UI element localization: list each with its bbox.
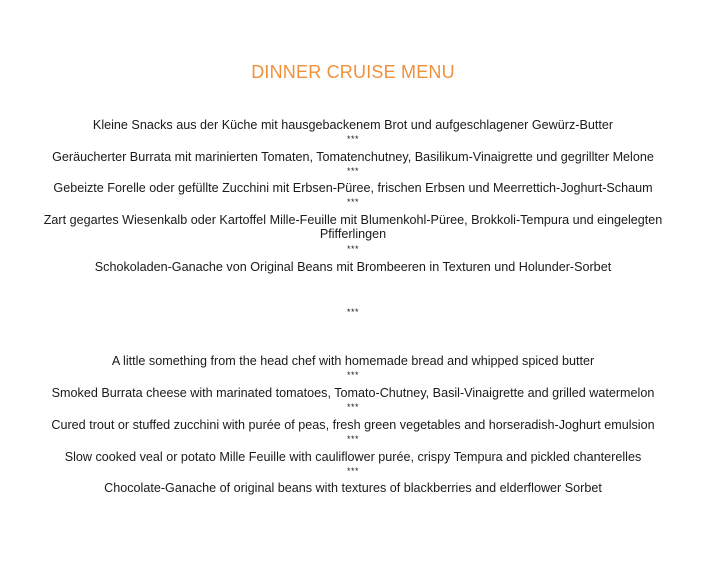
german-course-2: Geräucherter Burrata mit marinierten Tomaten, Tomatenchutney, Basilikum-Vinaigrette und gegrillter Melone [52,150,654,164]
course-separator: *** [346,402,359,412]
english-course-5: Chocolate-Ganache of original beans with textures of blackberries and elderflower Sorbet [104,481,602,495]
german-course-1: Kleine Snacks aus der Küche mit hausgebackenem Brot und aufgeschlagener Gewürz-Butter [92,118,614,132]
course-separator: *** [346,370,359,380]
course-separator: *** [346,244,359,254]
course-separator: *** [346,466,359,476]
german-course-4: Zart gegartes Wiesenkalb oder Kartoffel Mille-Feuille mit Blumenkohl-Püree, Brokkoli-Tempura und eingelegten Pfifferlingen [43,213,663,241]
course-separator: *** [346,434,359,444]
english-course-1: A little something from the head chef with homemade bread and whipped spiced butter [111,354,595,368]
course-separator: *** [346,197,359,207]
course-separator: *** [346,166,359,176]
section-separator: *** [346,307,359,317]
german-course-5: Schokoladen-Ganache von Original Beans mit Brombeeren in Texturen und Holunder-Sorbet [94,260,612,274]
english-course-3: Cured trout or stuffed zucchini with purée of peas, fresh green vegetables and horseradish-Joghurt emulsion [51,418,655,432]
english-course-2: Smoked Burrata cheese with marinated tomatoes, Tomato-Chutney, Basil-Vinaigrette and grilled watermelon [51,386,655,400]
german-course-3: Gebeizte Forelle oder gefüllte Zucchini mit Erbsen-Püree, frischen Erbsen und Meerrettich-Joghurt-Schaum [53,181,653,195]
menu-title: DINNER CRUISE MENU [251,62,455,82]
english-course-4: Slow cooked veal or potato Mille Feuille with cauliflower purée, crispy Tempura and pickled chanterelles [64,450,642,464]
course-separator: *** [346,134,359,144]
